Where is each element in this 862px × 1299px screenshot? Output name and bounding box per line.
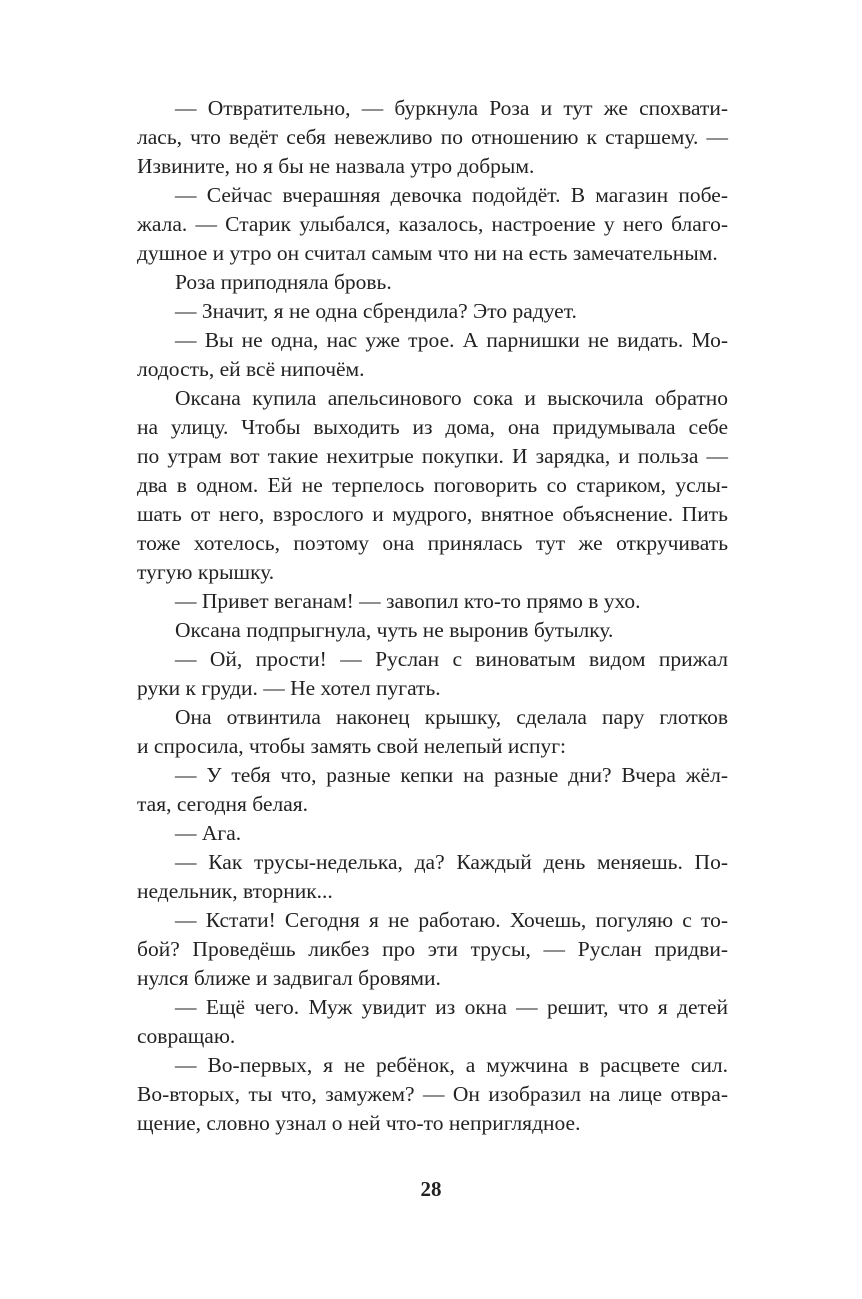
text-line: тая, сегодня белая. [137,792,309,816]
text-line: лась, что ведёт себя невежливо по отношению к старшему. — [137,125,728,149]
text-line: — Привет веганам! — завопил кто-то прямо в ухо. [175,589,641,613]
text-line: — Кстати! Сегодня я не работаю. Хочешь, погуляю с то- [175,908,728,932]
text-line: — Отвратительно, — буркнула Роза и тут же спохвати- [175,96,728,120]
text-line: лодость, ей всё нипочём. [137,357,365,381]
page-number: 28 [420,1177,442,1201]
text-line: — Ой, прости! — Руслан с виноватым видом прижал [175,647,728,671]
text-line: — Во-первых, я не ребёнок, а мужчина в расцвете сил. [175,1053,728,1077]
text-line: Во-вторых, ты что, замужем? — Он изобразил на лице отвра- [137,1082,728,1106]
text-line: Она отвинтила наконец крышку, сделала пару глотков [175,705,728,729]
text-line: и спросила, чтобы замять свой нелепый испуг: [137,734,567,758]
text-line: два в одном. Ей не терпелось поговорить со стариком, услы- [137,473,728,497]
text-line: на улицу. Чтобы выходить из дома, она придумывала себе [137,415,728,439]
text-line: совращаю. [137,1024,236,1048]
text-line: жала. — Старик улыбался, казалось, настроение у него благо- [137,212,728,236]
page-body-text [137,94,728,1138]
text-line: — Как трусы-неделька, да? Каждый день меняешь. По- [175,850,728,874]
text-line: бой? Проведёшь ликбез про эти трусы, — Руслан придви- [137,937,728,961]
text-line: тоже хотелось, поэтому она принялась тут же откручивать [137,531,728,555]
text-line: Оксана купила апельсинового сока и выскочила обратно [175,386,728,410]
text-line: шать от него, взрослого и мудрого, внятное объяснение. Пить [137,502,728,526]
text-line: — Сейчас вчерашняя девочка подойдёт. В магазин побе- [175,183,728,207]
text-line: по утрам вот такие нехитрые покупки. И зарядка, и польза — [137,444,728,468]
text-line: Оксана подпрыгнула, чуть не выронив бутылку. [175,618,614,642]
text-line: душное и утро он считал самым что ни на есть замечательным. [137,241,718,265]
text-line: Извините, но я бы не назвала утро добрым. [137,154,535,178]
text-line: — Ещё чего. Муж увидит из окна — решит, что я детей [175,995,728,1019]
text-line: — Вы не одна, нас уже трое. А парнишки не видать. Мо- [175,328,728,352]
text-line: тугую крышку. [137,560,275,584]
text-line: — Ага. [175,821,242,845]
text-line: — У тебя что, разные кепки на разные дни? Вчера жёл- [175,763,728,787]
text-line: недельник, вторник... [137,879,333,903]
text-line: щение, словно узнал о ней что-то неприглядное. [137,1111,581,1135]
text-line: Роза приподняла бровь. [175,270,392,294]
text-line: нулся ближе и задвигал бровями. [137,966,441,990]
text-line: — Значит, я не одна сбрендила? Это радует. [175,299,577,323]
text-line: руки к груди. — Не хотел пугать. [137,676,441,700]
